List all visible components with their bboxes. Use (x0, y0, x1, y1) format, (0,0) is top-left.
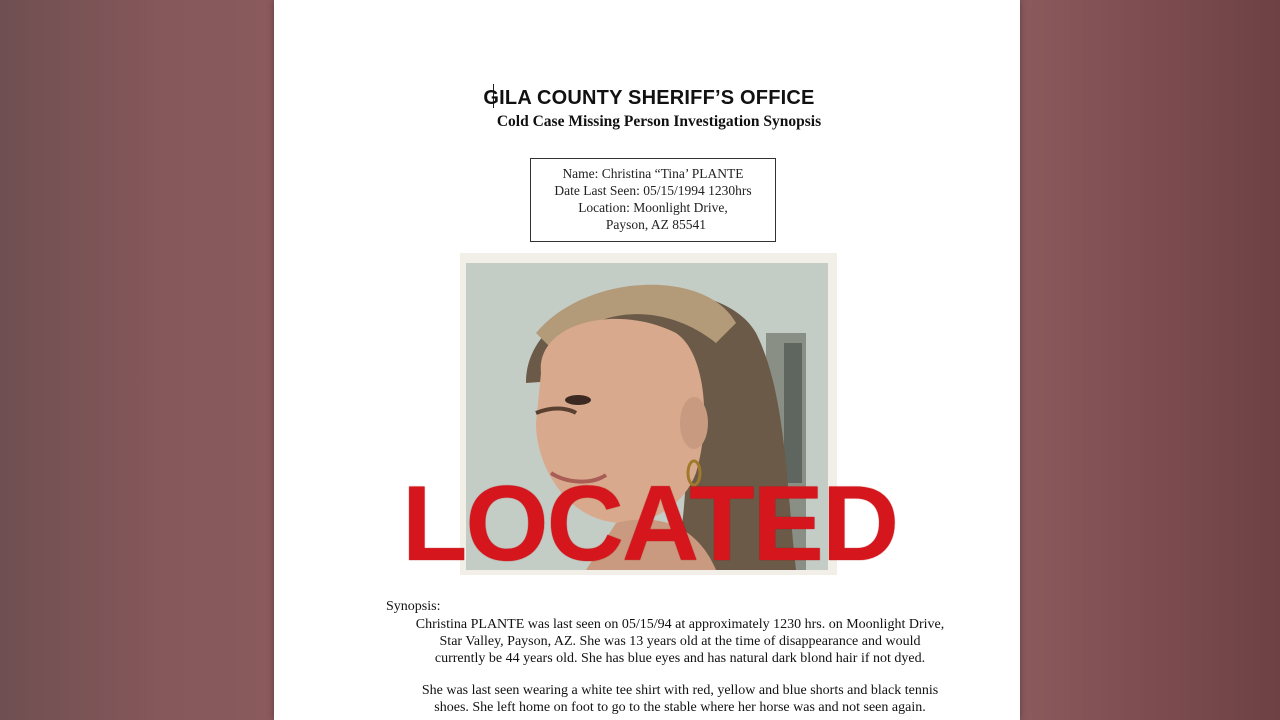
synopsis-line: shoes. She left home on foot to go to the stable where her horse was and not seen again. (434, 700, 926, 715)
synopsis-line: She was last seen wearing a white tee shirt with red, yellow and blue shorts and black tennis (421, 683, 939, 698)
info-name: Name: Christina “Tina’ PLANTE (562, 166, 744, 181)
synopsis-line: Star Valley, Payson, AZ. She was 13 years old at the time of disappearance and would (439, 634, 921, 649)
info-location-line2: Payson, AZ 85541 (605, 217, 707, 232)
info-box (530, 158, 776, 242)
document-subtitle: Cold Case Missing Person Investigation Synopsis (496, 113, 822, 130)
background-left (0, 0, 274, 720)
synopsis-paragraph-2 (382, 682, 956, 716)
synopsis-paragraph-1 (382, 616, 956, 667)
background-right (1020, 0, 1280, 720)
located-stamp: LOCATED (402, 463, 898, 583)
synopsis-line: currently be 44 years old. She has blue eyes and has natural dark blond hair if not dyed. (434, 651, 926, 666)
document-title: GILA COUNTY SHERIFF’S OFFICE (483, 87, 815, 109)
document-page (274, 0, 1020, 720)
info-date-last-seen: Date Last Seen: 05/15/1994 1230hrs (554, 183, 752, 198)
synopsis-line: Christina PLANTE was last seen on 05/15/94 at approximately 1230 hrs. on Moonlight Drive, (415, 617, 945, 632)
info-location-line1: Location: Moonlight Drive, (578, 200, 728, 215)
synopsis-label: Synopsis: (386, 599, 441, 614)
